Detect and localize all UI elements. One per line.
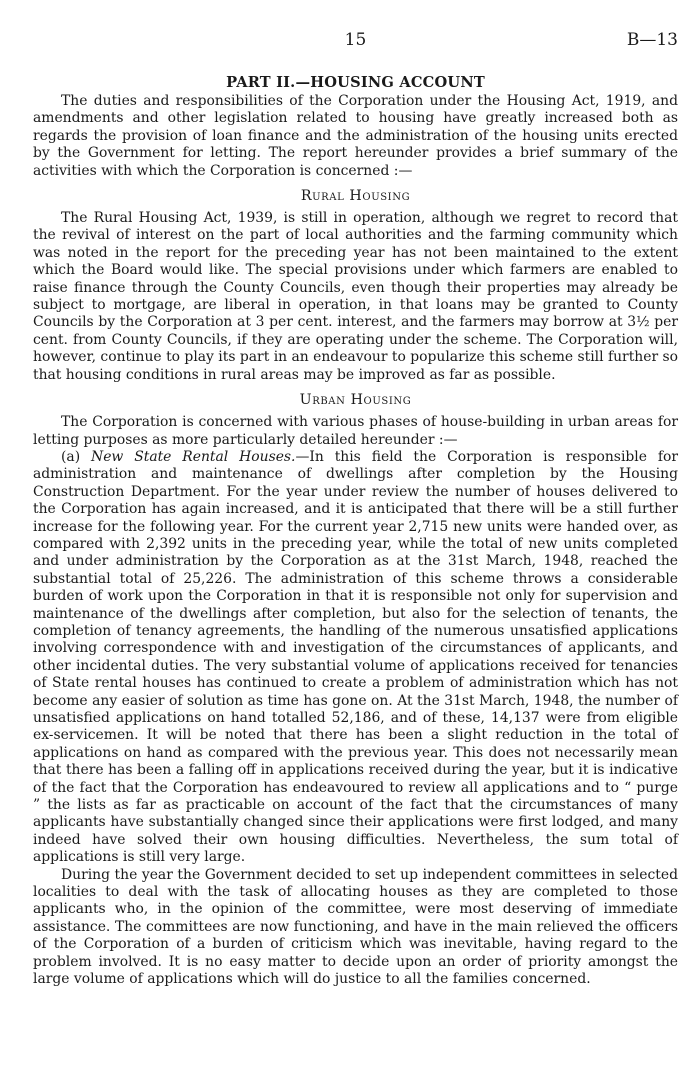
page-header (33, 30, 678, 54)
rural-housing-paragraph: The Rural Housing Act, 1939, is still in operation, although we regret to record that the revival of interest on the part of local authorities and the farming community which was noted in the report for the preceding year has not been maintained to the extent which the Board would like. The special provisions under which farmers are enabled to raise finance through the County Councils, even though their properties may already be subject to mortgage, are liberal in operation, in that loans may be granted to County Councils by the Corporation at 3 per cent. interest, and the farmers may borrow at 3½ per cent. from County Councils, if they are operating under the scheme. The Corporation will, however, continue to play its part in an endeavour to popularize this scheme still further so that housing conditions in rural areas may be improved as far as possible. (33, 210, 678, 383)
urban-housing-intro: The Corporation is concerned with various phases of house-building in urban areas for letting purposes as more particularly detailed hereunder :— (33, 414, 678, 448)
rural-housing-heading: Rural Housing (300, 188, 411, 205)
urban-housing-heading: Urban Housing (299, 392, 412, 409)
part-title: PART II.—HOUSING ACCOUNT (226, 74, 485, 91)
new-state-rental-houses-paragraph (33, 449, 678, 867)
item-a-text: —In this field the Corporation is responsible for administration and maintenance of dwellings after completion by the Housing Construction Department. For the year under review the number of houses delivered to the Corporation has again increased, and it is anticipated that there will be a still further increase for the following year. For the current year 2,715 new units were handed over, as compared with 2,392 units in the preceding year, while the total of new units completed and under administration by the Corporation as at the 31st March, 1948, reached the substantial total of 25,226. The administration of this scheme throws a considerable burden of work upon the Corporation in that it is responsible not only for supervision and maintenance of the dwellings after completion, but also for the selection of tenants, the completion of tenancy agreements, the handling of the numerous unsatisfied applications involving correspondence with and investigation of the circumstances of applicants, and other incidental duties. The very substantial volume of applications received for tenancies of State rental houses has continued to create a problem of administration which has not become any easier of solution as time has gone on. At the 31st March, 1948, the number of unsatisfied applications on hand totalled 52,186, and of these, 14,137 were from eligible ex-servicemen. It will be noted that there has been a slight reduction in the total of applications on hand as compared with the previous year. This does not necessarily mean that there has been a falling off in applications received during the year, but it is indicative of the fact that the Corporation has endeavoured to review all applications and to “ purge ” the lists as far as practicable on account of the fact that the circumstances of many applicants have substantially changed since their applications were first lodged, and many indeed have solved their own housing difficulties. Nevertheless, the sum total of applications is still very large. (33, 448, 678, 866)
committees-paragraph: During the year the Government decided to set up independent committees in selected localities to deal with the task of allocating houses as they are completed to those applicants who, in the opinion of the committee, were most deserving of immediate assistance. The committees are now functioning, and have in the main relieved the officers of the Corporation of a burden of criticism which was inevitable, having regard to the problem involved. It is no easy matter to decide upon an order of priority amongst the large volume of applications which will do justice to all the families concerned. (33, 866, 678, 988)
document-page (33, 30, 678, 989)
intro-paragraph: The duties and responsibilities of the Corporation under the Housing Act, 1919, and amendments and other legislation related to housing have greatly increased both as regards the provision of loan finance and the administration of the housing units erected by the Government for letting. The report hereunder provides a brief summary of the activities with which the Corporation is concerned :— (33, 93, 678, 179)
page-number: 15 (344, 30, 367, 50)
page-reference: B—13 (626, 30, 678, 50)
item-a-label: (a) (61, 448, 81, 465)
item-a-title: New State Rental Houses. (91, 448, 296, 465)
